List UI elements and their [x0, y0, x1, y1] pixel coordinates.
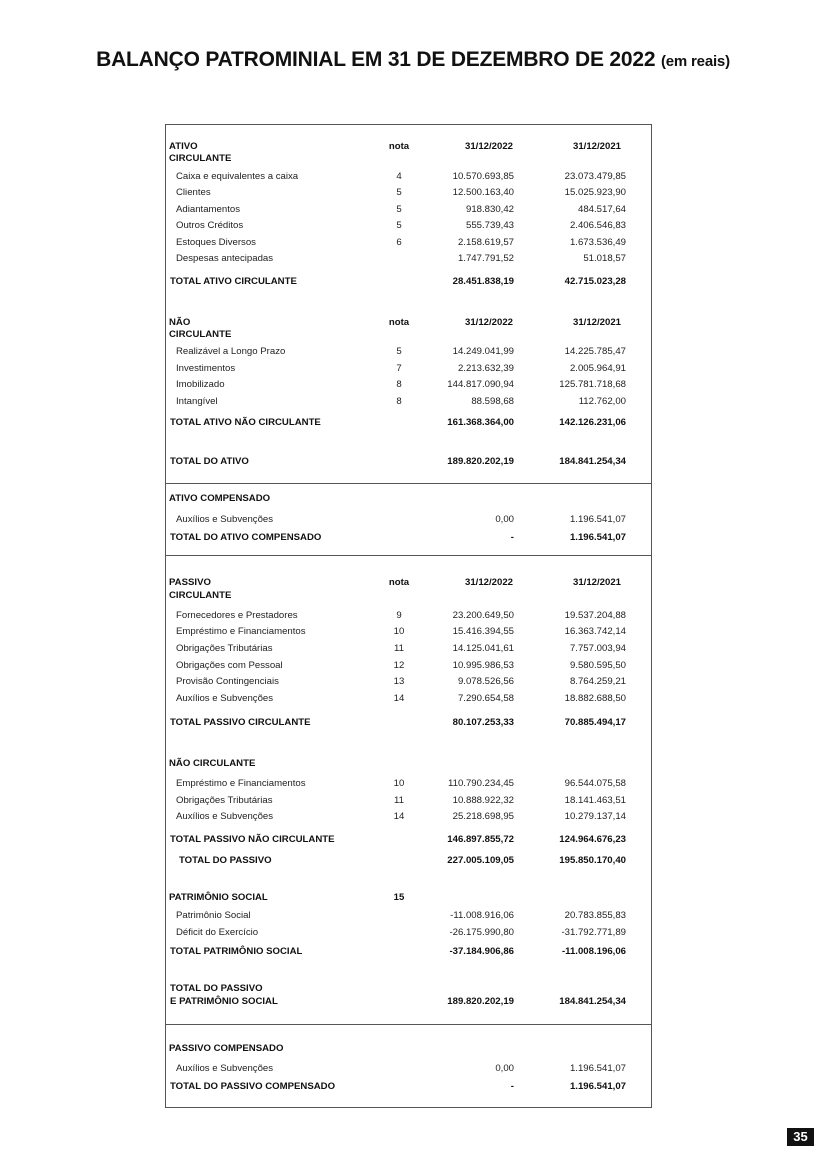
section-label: ATIVO COMPENSADO — [169, 493, 271, 504]
table-row — [166, 794, 651, 808]
column-2022-header: 31/12/2022 — [464, 141, 513, 152]
row-value-2021: 1.196.541,07 — [569, 1063, 626, 1074]
total-value-2021: 195.850.170,40 — [559, 855, 626, 866]
row-value-2022: 15.416.394,55 — [452, 626, 514, 637]
row-nota: 10 — [393, 626, 405, 637]
section-label: CIRCULANTE — [169, 153, 232, 164]
row-value-2021: 9.580.595,50 — [569, 660, 626, 671]
row-value-2022: 2.158.619,57 — [457, 237, 514, 248]
row-value-2022: 0,00 — [495, 1063, 514, 1074]
row-value-2021: 125.781.718,68 — [559, 379, 626, 390]
row-value-2022: 12.500.163,40 — [452, 187, 514, 198]
total-value-2021: 1.196.541,07 — [569, 532, 626, 543]
row-value-2022: -11.008.916,06 — [450, 910, 514, 921]
table-row — [166, 926, 651, 940]
row-value-2022: 110.790.234,45 — [448, 778, 514, 789]
row-nota: 13 — [393, 676, 405, 687]
total-label: TOTAL DO ATIVO — [170, 456, 249, 467]
row-label: Auxílios e Subvenções — [176, 514, 274, 525]
row-value-2022: 2.213.632,39 — [457, 363, 514, 374]
total-label: TOTAL DO PASSIVO — [179, 855, 272, 866]
total-passivo-circulante-row — [166, 716, 651, 730]
title-main: BALANÇO PATROMINIAL EM 31 DE DEZEMBRO DE 2022 — [96, 48, 656, 71]
row-nota: 5 — [396, 187, 402, 198]
table-row — [166, 345, 651, 359]
row-value-2022: 10.888.922,32 — [452, 795, 514, 806]
row-value-2022: 0,00 — [495, 514, 514, 525]
row-label: Investimentos — [176, 363, 236, 374]
total-value-2022: 161.368.364,00 — [447, 417, 514, 428]
passivo-header-row — [166, 576, 651, 590]
row-value-2021: 51.018,57 — [583, 253, 626, 264]
table-row — [166, 252, 651, 266]
table-row — [166, 692, 651, 706]
row-label: Déficit do Exercício — [176, 927, 259, 938]
row-label: Empréstimo e Financiamentos — [176, 626, 306, 637]
total-value-2022: 189.820.202,19 — [447, 456, 514, 467]
section-label: PATRIMÔNIO SOCIAL — [169, 892, 268, 903]
total-passivo-patrimonio-row — [166, 995, 651, 1009]
row-label: Obrigações com Pessoal — [176, 660, 283, 671]
ativo-compensado-heading — [166, 492, 651, 506]
row-value-2022: 7.290.654,58 — [457, 693, 514, 704]
section-label: CIRCULANTE — [169, 329, 232, 340]
section-label: PASSIVO — [169, 577, 211, 588]
column-2021-header: 31/12/2021 — [572, 577, 621, 588]
table-row — [166, 378, 651, 392]
total-value-2021: 184.841.254,34 — [559, 996, 626, 1007]
total-label: TOTAL ATIVO NÃO CIRCULANTE — [170, 417, 321, 428]
row-nota: 10 — [393, 778, 405, 789]
row-nota: 9 — [396, 610, 402, 621]
row-value-2022: -26.175.990,80 — [449, 927, 514, 938]
row-nota: 11 — [394, 643, 404, 654]
row-value-2021: -31.792.771,89 — [561, 927, 626, 938]
total-passivo-row — [166, 854, 651, 868]
total-label: TOTAL ATIVO CIRCULANTE — [170, 276, 297, 287]
total-patrimonio-social-row — [166, 945, 651, 959]
row-value-2022: 88.598,68 — [471, 396, 514, 407]
table-row — [166, 236, 651, 250]
total-ativo-compensado-row — [166, 531, 651, 545]
total-value-2022: - — [510, 1081, 514, 1092]
passivo-circulante-subheader — [166, 589, 651, 603]
row-label: Clientes — [176, 187, 211, 198]
row-label: Auxílios e Subvenções — [176, 811, 274, 822]
table-row — [166, 395, 651, 409]
total-value-2022: 28.451.838,19 — [452, 276, 514, 287]
row-value-2021: 112.762,00 — [578, 396, 626, 407]
total-value-2022: 227.005.109,05 — [447, 855, 514, 866]
total-value-2021: 42.715.023,28 — [564, 276, 626, 287]
total-value-2022: - — [510, 532, 514, 543]
row-label: Imobilizado — [176, 379, 225, 390]
table-row — [166, 609, 651, 623]
row-label: Auxílios e Subvenções — [176, 1063, 274, 1074]
row-value-2021: 16.363.742,14 — [564, 626, 626, 637]
row-label: Adiantamentos — [176, 204, 240, 215]
page-title — [0, 48, 826, 72]
row-value-2022: 555.739,43 — [465, 220, 514, 231]
total-ativo-nao-circulante-row — [166, 416, 651, 430]
row-nota: 14 — [393, 693, 405, 704]
table-row — [166, 186, 651, 200]
row-label: Intangível — [176, 396, 218, 407]
page-number: 35 — [787, 1128, 814, 1146]
total-value-2021: 184.841.254,34 — [559, 456, 626, 467]
row-value-2022: 10.570.693,85 — [452, 171, 514, 182]
table-row — [166, 203, 651, 217]
row-value-2021: 484.517,64 — [577, 204, 626, 215]
row-nota: 12 — [393, 660, 405, 671]
row-label: Provisão Contingenciais — [176, 676, 279, 687]
table-row — [166, 1062, 651, 1076]
row-label: Outros Créditos — [176, 220, 244, 231]
total-passivo-compensado-row — [166, 1080, 651, 1094]
row-nota: 5 — [396, 346, 402, 357]
total-label: TOTAL DO PASSIVO COMPENSADO — [170, 1081, 336, 1092]
row-label: Estoques Diversos — [176, 237, 256, 248]
row-value-2022: 9.078.526,56 — [457, 676, 514, 687]
table-row — [166, 659, 651, 673]
row-value-2021: 96.544.075,58 — [564, 778, 626, 789]
row-value-2021: 18.141.463,51 — [564, 795, 626, 806]
row-nota: 14 — [393, 811, 405, 822]
total-value-2022: 146.897.855,72 — [447, 834, 514, 845]
row-nota: 8 — [396, 379, 402, 390]
row-value-2021: 14.225.785,47 — [564, 346, 626, 357]
row-value-2021: 20.783.855,83 — [564, 910, 626, 921]
table-row — [166, 170, 651, 184]
row-nota: 11 — [394, 795, 404, 806]
total-value-2021: -11.008.196,06 — [561, 946, 626, 957]
table-row — [166, 219, 651, 233]
total-label: TOTAL DO ATIVO COMPENSADO — [170, 532, 322, 543]
column-2022-header: 31/12/2022 — [464, 317, 513, 328]
section-divider — [166, 555, 651, 556]
row-value-2021: 19.537.204,88 — [564, 610, 626, 621]
row-value-2022: 1.747.791,52 — [457, 253, 514, 264]
row-label: Obrigações Tributárias — [176, 795, 273, 806]
row-value-2022: 25.218.698,95 — [452, 811, 514, 822]
row-nota: 6 — [396, 237, 402, 248]
total-value-2022: 189.820.202,19 — [447, 996, 514, 1007]
total-ativo-row — [166, 455, 651, 469]
section-label: NÃO — [169, 317, 191, 328]
row-label: Patrimônio Social — [176, 910, 251, 921]
patrimonio-social-heading — [166, 891, 651, 905]
column-2022-header: 31/12/2022 — [464, 577, 513, 588]
row-value-2021: 2.005.964,91 — [569, 363, 626, 374]
table-row — [166, 625, 651, 639]
total-passivo-patrimonio-label-row — [166, 982, 651, 996]
row-value-2022: 918.830,42 — [465, 204, 514, 215]
row-value-2021: 10.279.137,14 — [564, 811, 626, 822]
row-label: Obrigações Tributárias — [176, 643, 273, 654]
section-divider — [166, 1024, 651, 1025]
row-nota: 15 — [393, 892, 405, 903]
table-row — [166, 675, 651, 689]
row-value-2021: 1.673.536,49 — [569, 237, 626, 248]
table-row — [166, 513, 651, 527]
row-value-2021: 23.073.479,85 — [564, 171, 626, 182]
row-value-2021: 18.882.688,50 — [564, 693, 626, 704]
passivo-nao-circulante-heading — [166, 757, 651, 771]
row-value-2021: 8.764.259,21 — [569, 676, 626, 687]
row-value-2021: 2.406.546,83 — [569, 220, 626, 231]
row-value-2022: 14.249.041,99 — [452, 346, 514, 357]
row-nota: 5 — [396, 220, 402, 231]
table-row — [166, 909, 651, 923]
row-value-2021: 1.196.541,07 — [569, 514, 626, 525]
ativo-nao-circulante-subheader — [166, 328, 651, 342]
passivo-compensado-heading — [166, 1042, 651, 1056]
section-label: PASSIVO COMPENSADO — [169, 1043, 284, 1054]
ativo-circulante-subheader — [166, 152, 651, 166]
total-value-2021: 70.885.494,17 — [564, 717, 626, 728]
nota-column-header: nota — [388, 317, 410, 328]
nota-column-header: nota — [388, 577, 410, 588]
total-ativo-circulante-row — [166, 275, 651, 289]
balance-sheet-table — [165, 124, 652, 1108]
total-value-2022: 80.107.253,33 — [452, 717, 514, 728]
total-label: TOTAL DO PASSIVO — [170, 983, 263, 994]
row-label: Realizável a Longo Prazo — [176, 346, 286, 357]
row-value-2022: 14.125.041,61 — [452, 643, 514, 654]
section-label: NÃO CIRCULANTE — [169, 758, 256, 769]
row-nota: 5 — [396, 204, 402, 215]
row-label: Auxílios e Subvenções — [176, 693, 274, 704]
total-value-2022: -37.184.906,86 — [449, 946, 514, 957]
total-label: TOTAL PATRIMÔNIO SOCIAL — [170, 946, 303, 957]
row-value-2021: 15.025.923,90 — [564, 187, 626, 198]
row-label: Caixa e equivalentes a caixa — [176, 171, 299, 182]
row-label: Fornecedores e Prestadores — [176, 610, 298, 621]
section-divider — [166, 483, 651, 484]
row-value-2022: 144.817.090,94 — [447, 379, 514, 390]
total-value-2021: 124.964.676,23 — [559, 834, 626, 845]
total-label-line2: E PATRIMÔNIO SOCIAL — [170, 996, 278, 1007]
total-value-2021: 1.196.541,07 — [569, 1081, 626, 1092]
row-value-2021: 7.757.003,94 — [569, 643, 626, 654]
table-row — [166, 362, 651, 376]
row-value-2022: 23.200.649,50 — [452, 610, 514, 621]
table-row — [166, 810, 651, 824]
title-unit: (em reais) — [661, 53, 730, 70]
row-nota: 7 — [396, 363, 402, 374]
total-label: TOTAL PASSIVO NÃO CIRCULANTE — [170, 834, 335, 845]
row-nota: 4 — [396, 171, 402, 182]
table-row — [166, 777, 651, 791]
total-label: TOTAL PASSIVO CIRCULANTE — [170, 717, 311, 728]
total-value-2021: 142.126.231,06 — [559, 417, 626, 428]
ativo-header-label: ATIVO — [169, 141, 198, 152]
row-nota: 8 — [396, 396, 402, 407]
column-2021-header: 31/12/2021 — [572, 141, 621, 152]
row-label: Empréstimo e Financiamentos — [176, 778, 306, 789]
row-label: Despesas antecipadas — [176, 253, 274, 264]
row-value-2022: 10.995.986,53 — [452, 660, 514, 671]
table-row — [166, 642, 651, 656]
column-2021-header: 31/12/2021 — [572, 317, 621, 328]
section-label: CIRCULANTE — [169, 590, 232, 601]
total-passivo-nao-circulante-row — [166, 833, 651, 847]
nota-column-header: nota — [388, 141, 410, 152]
